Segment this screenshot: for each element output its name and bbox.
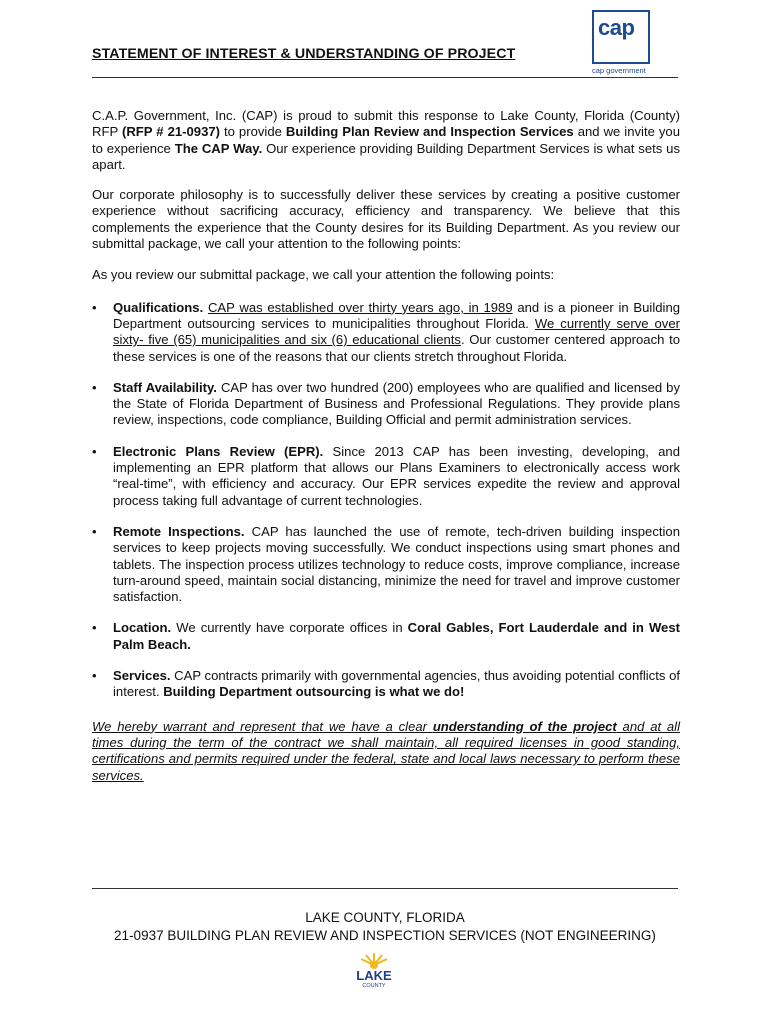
item-text: and is a pioneer in Building Department outsourcing services to municipalities throughout Florida. <box>113 299 681 331</box>
page-title: STATEMENT OF INTEREST & UNDERSTANDING OF PROJECT <box>92 46 516 62</box>
warrant-emphasis: understanding of the project <box>432 718 617 734</box>
cap-logo <box>592 10 650 64</box>
item-heading: Staff Availability. <box>113 379 217 395</box>
intro-text-3: and we invite you to experience <box>92 124 680 156</box>
underlined-text: We currently serve over sixty- five (65) municipalities and six (6) educational clients <box>113 315 680 348</box>
item-heading: Remote Inspections. <box>113 523 245 539</box>
list-item-staff <box>92 380 680 429</box>
lake-logo-text: LAKE <box>356 968 392 983</box>
intro-paragraph <box>92 108 680 173</box>
bullet-icon: • <box>92 523 97 539</box>
bullet-icon: • <box>92 443 97 459</box>
item-text: CAP has over two hundred (200) employees who are qualified and licensed by the State of Florida Department of Business and Professional Regulations. They provide plans review, inspections, code compliance, Building Official and permit administration services. <box>113 379 680 428</box>
lake-logo-subtext: COUNTY <box>362 983 386 989</box>
review-intro-paragraph: As you review our submittal package, we call your attention the following points: <box>92 267 555 283</box>
bullet-icon: • <box>92 379 97 395</box>
list-item-epr <box>92 444 680 509</box>
item-text: CAP contracts primarily with governmental agencies, thus avoiding potential conflicts of interest. <box>113 668 680 700</box>
item-text: Since 2013 CAP has been investing, developing, and implementing an EPR platform that allows our Plans Examiners to electronically access work “real-time”, with efficiency and accuracy. Our EPR services expedite the review and approval process taking full advantage of current technologies. <box>113 443 680 508</box>
intro-text-2: to provide <box>220 124 286 140</box>
header-divider <box>92 77 678 78</box>
underlined-text: CAP was established over thirty years ago, in 1989 <box>207 299 513 315</box>
bullet-icon: • <box>92 620 97 636</box>
warrant-paragraph <box>92 719 680 784</box>
philosophy-paragraph: Our corporate philosophy is to successfully deliver these services by creating a positive customer experience without sacrificing accuracy, efficiency and transparency. We believe that this complements the experience that the County desires for its Building Department. As you review our submittal package, we call your attention to the following points: <box>92 187 680 252</box>
points-list <box>92 300 680 701</box>
services-tagline: Building Department outsourcing is what we do! <box>163 684 465 700</box>
cap-logo-subtitle: cap government <box>592 66 646 75</box>
cap-logo-text: cap <box>598 15 635 40</box>
item-heading: Location. <box>113 620 172 636</box>
list-item-services <box>92 668 680 701</box>
lake-county-logo <box>353 951 395 989</box>
footer-project: 21-0937 BUILDING PLAN REVIEW AND INSPECTION SERVICES (NOT ENGINEERING) <box>114 928 656 943</box>
cap-way: The CAP Way. <box>174 140 263 156</box>
item-heading: Electronic Plans Review (EPR). <box>113 443 324 459</box>
rfp-number: (RFP # 21-0937) <box>121 124 220 140</box>
list-item-qualifications <box>92 300 680 365</box>
item-heading: Services. <box>113 668 171 684</box>
bullet-icon: • <box>92 668 97 684</box>
bullet-icon: • <box>92 299 97 315</box>
item-text: CAP has launched the use of remote, tech-driven building inspection services to keep projects moving successfully. We conduct inspections using smart phones and tablets. The inspection process utilizes technology to reduce costs, improve compliance, increase turn-around speed, maintain social distancing, minimize the need for travel and improve customer satisfaction. <box>113 523 680 605</box>
item-heading: Qualifications. <box>113 299 204 315</box>
office-locations: Coral Gables, Fort Lauderdale and in West Palm Beach. <box>113 620 680 652</box>
intro-text-4: Our experience providing Building Department Services is what sets us apart. <box>92 140 680 172</box>
list-item-location <box>92 620 680 653</box>
warrant-text-2: and at all times during the term of the contract we shall maintain, all required licenses in good standing, certifications and permits required under the federal, state and local laws necessary to perform these services. <box>92 718 681 783</box>
footer-divider <box>92 888 678 889</box>
footer-county: LAKE COUNTY, FLORIDA <box>305 910 465 925</box>
document-body <box>92 108 680 784</box>
service-name: Building Plan Review and Inspection Services <box>285 124 574 140</box>
item-text: We currently have corporate offices in <box>171 620 408 636</box>
sun-rays-icon <box>361 953 387 969</box>
list-item-remote <box>92 524 680 605</box>
warrant-text-1: We hereby warrant and represent that we have a clear <box>92 718 433 734</box>
item-text: . Our customer centered approach to these services is one of the reasons that our clients stretch throughout Florida. <box>113 332 680 364</box>
intro-text-1: C.A.P. Government, Inc. (CAP) is proud to submit this response to Lake County, Florida (County) RFP <box>92 108 680 140</box>
